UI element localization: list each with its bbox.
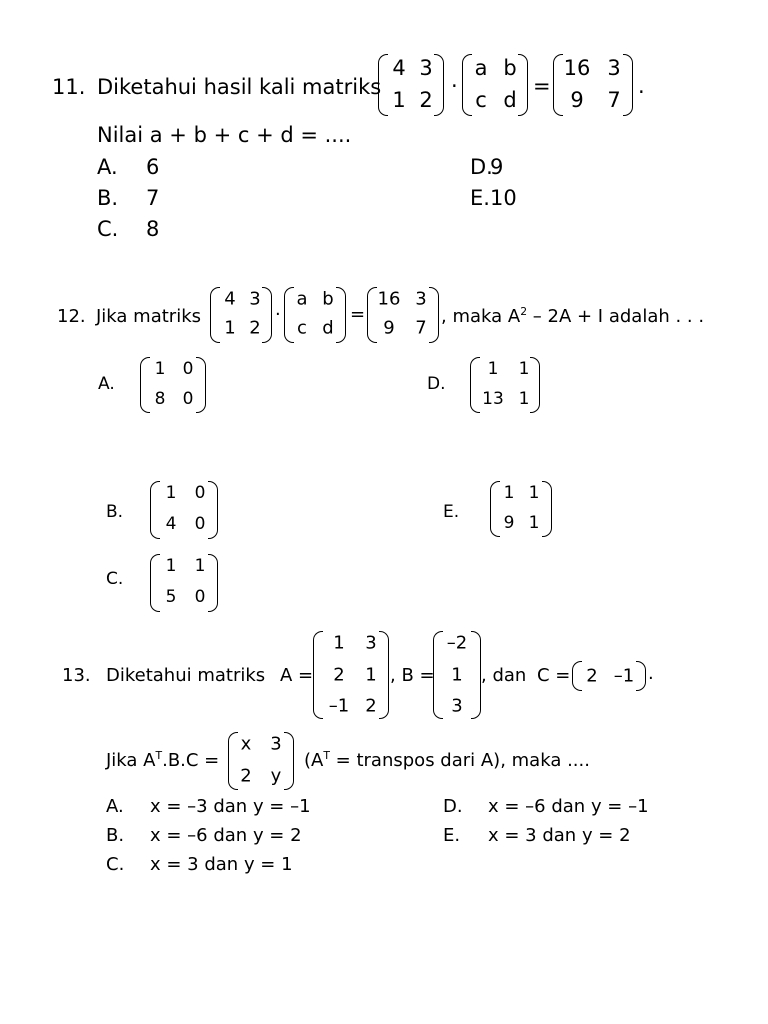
- matrix-a: [313, 631, 389, 719]
- question-number: 12.: [57, 306, 86, 327]
- matrix-cell: 1: [165, 556, 177, 576]
- matrix-cell: 1: [503, 483, 515, 503]
- matrix-b-label: , B =: [390, 665, 435, 686]
- matrix-cell: d: [503, 88, 517, 112]
- option-value: x = 3 dan y = 2: [488, 825, 631, 846]
- matrix-cell: y: [270, 765, 282, 787]
- dot-operator: ·: [451, 74, 458, 98]
- transpose-note: ($A^T$ = transpos dari A), maka ....: [304, 749, 590, 771]
- matrix-cell: 2: [249, 317, 261, 339]
- matrix-cell: 4: [224, 288, 236, 310]
- matrix-cell: a: [474, 56, 488, 80]
- matrix-cell: 2: [333, 664, 345, 686]
- matrix-a-label: A =: [280, 665, 314, 686]
- matrix-b: [433, 631, 481, 719]
- matrix-result: [228, 732, 294, 790]
- matrix-cell: 4: [165, 514, 177, 534]
- matrix-cell: c: [475, 88, 487, 112]
- matrix-cell: 13: [482, 389, 504, 409]
- option-letter[interactable]: C.: [106, 854, 125, 875]
- option-matrix: [490, 481, 552, 537]
- matrix-cell: 1: [518, 359, 530, 379]
- option-letter[interactable]: B.: [97, 186, 119, 210]
- option-letter[interactable]: E.: [443, 502, 460, 522]
- question-line: Jika $A^T.B.C$ =: [106, 749, 220, 771]
- option-letter[interactable]: D.: [443, 796, 463, 817]
- matrix-cell: 2: [586, 665, 598, 687]
- matrix-result: [553, 54, 633, 116]
- question-line: Nilai a + b + c + d = ....: [97, 123, 352, 147]
- matrix-cell: b: [503, 56, 517, 80]
- matrix-result: [367, 287, 439, 343]
- option-value: x = –6 dan y = –1: [488, 796, 649, 817]
- matrix-cell: 1: [365, 664, 377, 686]
- option-letter[interactable]: A.: [106, 796, 124, 817]
- matrix-cell: 4: [392, 56, 406, 80]
- matrix-cell: 2: [365, 695, 377, 717]
- equals-sign: =: [533, 74, 551, 98]
- option-value: 10: [490, 186, 517, 210]
- option-letter[interactable]: E.: [443, 825, 461, 846]
- matrix-cell: 1: [224, 317, 236, 339]
- option-letter[interactable]: E.: [470, 186, 490, 210]
- matrix-cell: 16: [563, 56, 591, 80]
- option-value: x = –6 dan y = 2: [150, 825, 302, 846]
- matrix-cell: 1: [333, 632, 345, 654]
- matrix-cell: 16: [377, 288, 401, 310]
- option-matrix: [150, 554, 218, 612]
- matrix-cell: –1: [328, 695, 350, 717]
- option-value: 6: [146, 155, 160, 179]
- matrix-cell: 1: [194, 556, 206, 576]
- option-matrix: [140, 357, 206, 413]
- matrix-cell: 9: [503, 513, 515, 533]
- matrix-variables: [462, 54, 528, 116]
- matrix-cell: 3: [270, 733, 282, 755]
- matrix-cell: 7: [607, 88, 621, 112]
- matrix-cell: 1: [487, 359, 499, 379]
- option-value: 8: [146, 217, 160, 241]
- dot-operator: ·: [275, 304, 281, 325]
- matrix-cell: 3: [249, 288, 261, 310]
- option-letter[interactable]: D.: [427, 374, 446, 394]
- matrix-cell: 0: [194, 514, 206, 534]
- matrix-c-label: C =: [537, 665, 571, 686]
- matrix-cell: 2: [419, 88, 433, 112]
- question-stem: Jika matriks: [96, 306, 201, 327]
- question-number: 13.: [62, 665, 91, 686]
- matrix-cell: 1: [518, 389, 530, 409]
- equals-sign: =: [350, 304, 366, 325]
- matrix-cell: 3: [415, 288, 427, 310]
- option-letter[interactable]: C.: [97, 217, 119, 241]
- option-matrix: [470, 357, 540, 413]
- question-suffix: , maka $A^2 - 2A + I$ adalah . . .: [441, 305, 705, 327]
- matrix-cell: 0: [194, 483, 206, 503]
- matrix-cell: 1: [154, 359, 166, 379]
- matrix-cell: –1: [613, 665, 635, 687]
- period: .: [638, 74, 645, 98]
- option-letter[interactable]: C.: [106, 569, 124, 589]
- matrix-cell: 9: [383, 317, 395, 339]
- period: .: [648, 663, 654, 684]
- matrix-cell: 1: [528, 513, 540, 533]
- matrix-cell: 0: [182, 389, 194, 409]
- matrix-cell: 7: [415, 317, 427, 339]
- matrix-cell: 2: [240, 765, 252, 787]
- matrix-cell: 1: [451, 664, 463, 686]
- option-letter[interactable]: B.: [106, 825, 125, 846]
- matrix-cell: 1: [165, 483, 177, 503]
- option-letter[interactable]: A.: [97, 155, 118, 179]
- matrix-cell: 0: [194, 587, 206, 607]
- matrix-cell: b: [322, 288, 334, 310]
- matrix-cell: 9: [570, 88, 584, 112]
- matrix-left: [378, 54, 444, 116]
- matrix-cell: d: [322, 317, 334, 339]
- matrix-left: [210, 287, 272, 343]
- matrix-cell: 3: [451, 695, 463, 717]
- matrix-cell: 1: [528, 483, 540, 503]
- matrix-cell: –2: [446, 632, 468, 654]
- and-label: , dan: [481, 665, 527, 686]
- option-letter[interactable]: D.: [470, 155, 493, 179]
- option-value: x = –3 dan y = –1: [150, 796, 311, 817]
- matrix-cell: c: [297, 317, 307, 339]
- matrix-cell: 8: [154, 389, 166, 409]
- matrix-variables: [284, 287, 346, 343]
- option-value: 9: [490, 155, 504, 179]
- matrix-cell: 0: [182, 359, 194, 379]
- matrix-cell: 1: [392, 88, 406, 112]
- matrix-cell: x: [240, 733, 252, 755]
- option-letter[interactable]: B.: [106, 502, 124, 522]
- question-number: 11.: [52, 75, 86, 99]
- matrix-cell: a: [296, 288, 308, 310]
- option-value: 7: [146, 186, 160, 210]
- option-matrix: [150, 481, 218, 539]
- question-stem: Diketahui hasil kali matriks: [97, 75, 382, 99]
- option-value: x = 3 dan y = 1: [150, 854, 293, 875]
- matrix-cell: 3: [607, 56, 621, 80]
- matrix-cell: 3: [365, 632, 377, 654]
- matrix-cell: 3: [419, 56, 433, 80]
- question-stem: Diketahui matriks: [106, 665, 266, 686]
- option-letter[interactable]: A.: [98, 374, 115, 394]
- matrix-c: [572, 661, 646, 691]
- matrix-cell: 5: [165, 587, 177, 607]
